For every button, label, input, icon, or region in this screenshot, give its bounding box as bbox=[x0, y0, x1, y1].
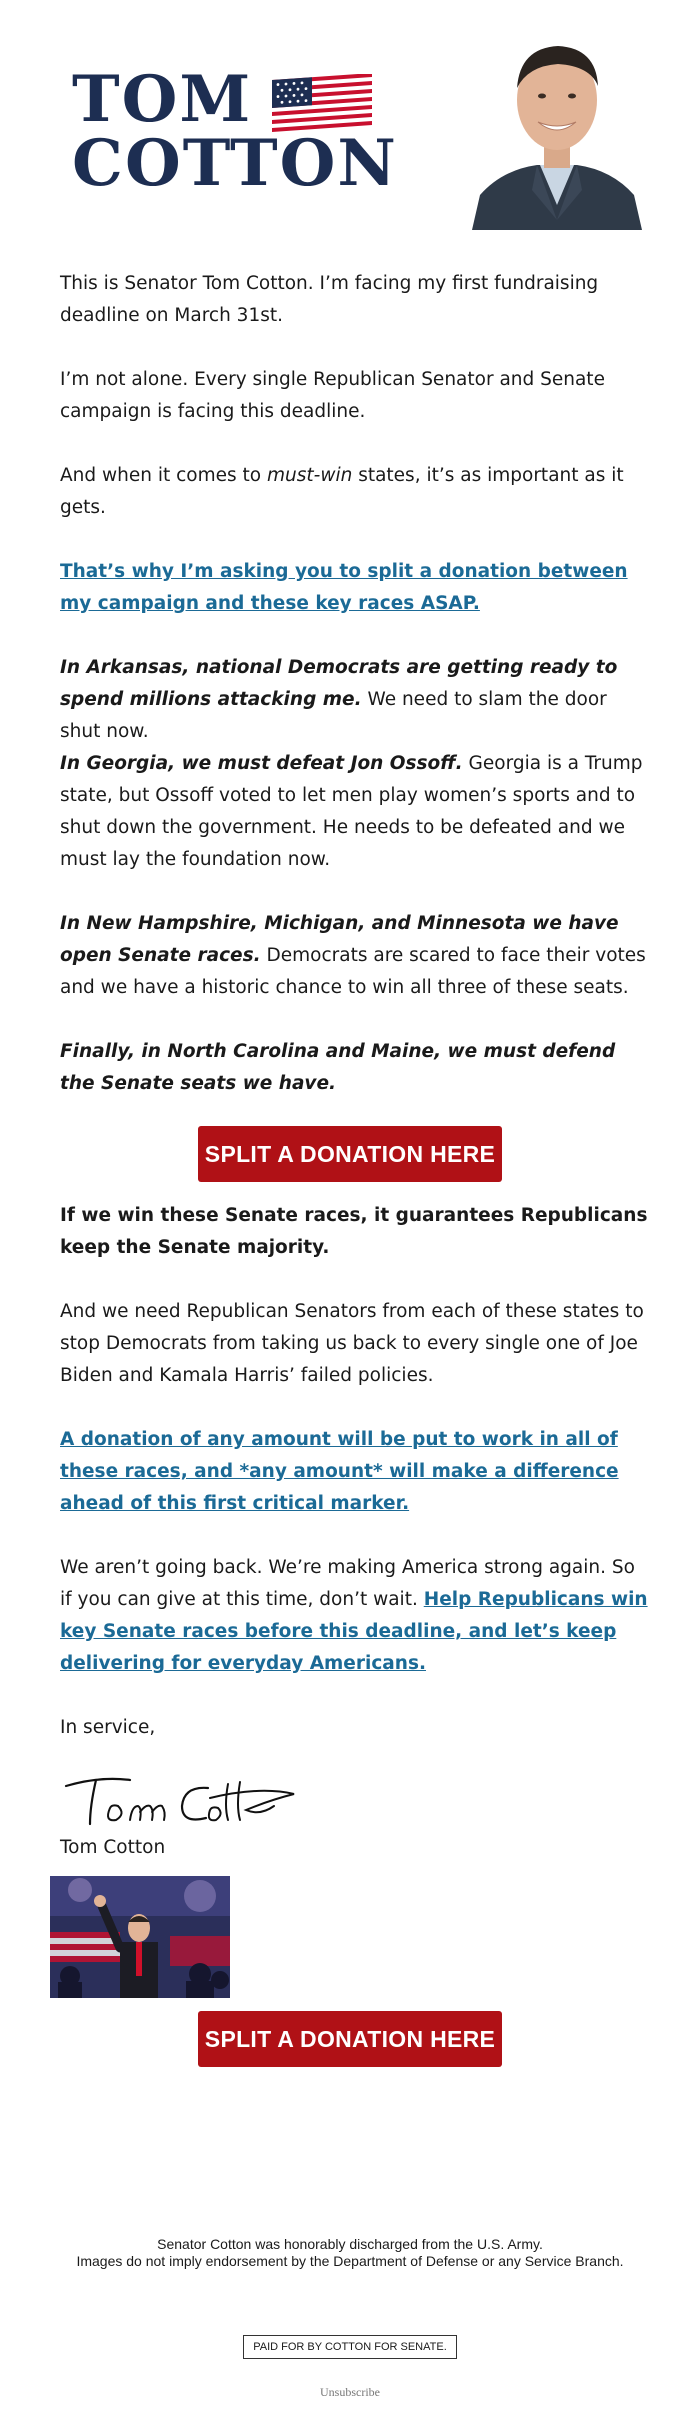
split-donation-button-bottom[interactable]: SPLIT A DONATION HERE bbox=[198, 2011, 502, 2067]
help-republicans-link[interactable]: Help Republicans win key Senate races before this deadline, and let’s keep delivering for everyday Americans. bbox=[60, 1589, 648, 1674]
campaign-logo bbox=[72, 62, 402, 201]
paragraph-arkansas bbox=[60, 652, 650, 748]
paragraph-stop-democrats bbox=[60, 1296, 650, 1392]
endorsement-note: Images do not imply endorsement by the Department of Defense or any Service Branch. bbox=[76, 2253, 624, 2269]
open-seats-text: Democrats are scared to face their votes and we have a historic chance to win all three of these seats. bbox=[60, 945, 646, 998]
senator-portrait bbox=[462, 30, 652, 230]
american-flag-icon bbox=[272, 74, 372, 134]
georgia-text: Georgia is a Trump state, but Ossoff voted to let men play women’s sports and to shut down the government. He needs to be defeated and we must lay the foundation now. bbox=[60, 753, 643, 870]
paragraph-split-ask bbox=[60, 556, 650, 620]
paragraph-not-going-back bbox=[60, 1552, 650, 1680]
split-donation-button-top[interactable]: SPLIT A DONATION HERE bbox=[198, 1126, 502, 1182]
arkansas-headline: In Arkansas, national Democrats are getting ready to spend millions attacking me. bbox=[60, 657, 618, 710]
signer-name bbox=[60, 1832, 650, 1864]
open-seats-headline: In New Hampshire, Michigan, and Minnesota we have open Senate races. bbox=[60, 913, 619, 966]
paragraph-any-amount bbox=[60, 1424, 650, 1520]
disclaimer-note bbox=[60, 2236, 640, 2270]
signer-name-text: Tom Cotton bbox=[60, 1837, 166, 1858]
logo-last-name: COTTON bbox=[72, 126, 398, 201]
not-going-back-text: We aren’t going back. We’re making America strong again. So if you can give at this time, don’t wait. bbox=[60, 1557, 635, 1610]
paragraph-intro bbox=[60, 268, 650, 332]
split-donation-link[interactable]: That’s why I’m asking you to split a donation between my campaign and these key races ASAP. bbox=[60, 561, 628, 614]
handwritten-signature bbox=[60, 1766, 300, 1836]
any-amount-link[interactable]: A donation of any amount will be put to work in all of these races, and *any amount* will make a difference ahead of this first critical marker. bbox=[60, 1429, 619, 1514]
must-win-text-end: states, it’s as important as it gets. bbox=[60, 465, 624, 518]
paragraph-open-seats bbox=[60, 908, 650, 1004]
not-alone-text: I’m not alone. Every single Republican Senator and Senate campaign is facing this deadline. bbox=[60, 369, 605, 422]
rally-photo bbox=[50, 1876, 230, 1998]
unsubscribe-link-wrapper bbox=[0, 2385, 700, 2400]
arkansas-text: We need to slam the door shut now. bbox=[60, 689, 607, 742]
closing-text: In service, bbox=[60, 1717, 156, 1738]
paragraph-majority bbox=[60, 1200, 650, 1264]
paragraph-defend bbox=[60, 1036, 650, 1100]
majority-text: If we win these Senate races, it guarantees Republicans keep the Senate majority. bbox=[60, 1205, 648, 1258]
intro-text: This is Senator Tom Cotton. I’m facing my first fundraising deadline on March 31st. bbox=[60, 273, 599, 326]
georgia-headline: In Georgia, we must defeat Jon Ossoff. bbox=[60, 753, 463, 774]
paragraph-georgia bbox=[60, 748, 650, 876]
closing-line bbox=[60, 1712, 650, 1744]
discharge-note: Senator Cotton was honorably discharged from the U.S. Army. bbox=[157, 2236, 543, 2252]
paragraph-not-alone bbox=[60, 364, 650, 428]
must-win-text-start: And when it comes to bbox=[60, 465, 267, 486]
must-win-emphasis: must-win bbox=[267, 465, 353, 486]
unsubscribe-link[interactable]: Unsubscribe bbox=[320, 2385, 380, 2399]
paid-for-disclaimer: PAID FOR BY COTTON FOR SENATE. bbox=[243, 2335, 457, 2359]
stop-democrats-text: And we need Republican Senators from each of these states to stop Democrats from taking us back to every single one of Joe Biden and Kamala Harris’ failed policies. bbox=[60, 1301, 644, 1386]
paragraph-must-win bbox=[60, 460, 650, 524]
defend-headline: Finally, in North Carolina and Maine, we must defend the Senate seats we have. bbox=[60, 1041, 616, 1094]
logo-first-name: TOM bbox=[72, 62, 253, 137]
